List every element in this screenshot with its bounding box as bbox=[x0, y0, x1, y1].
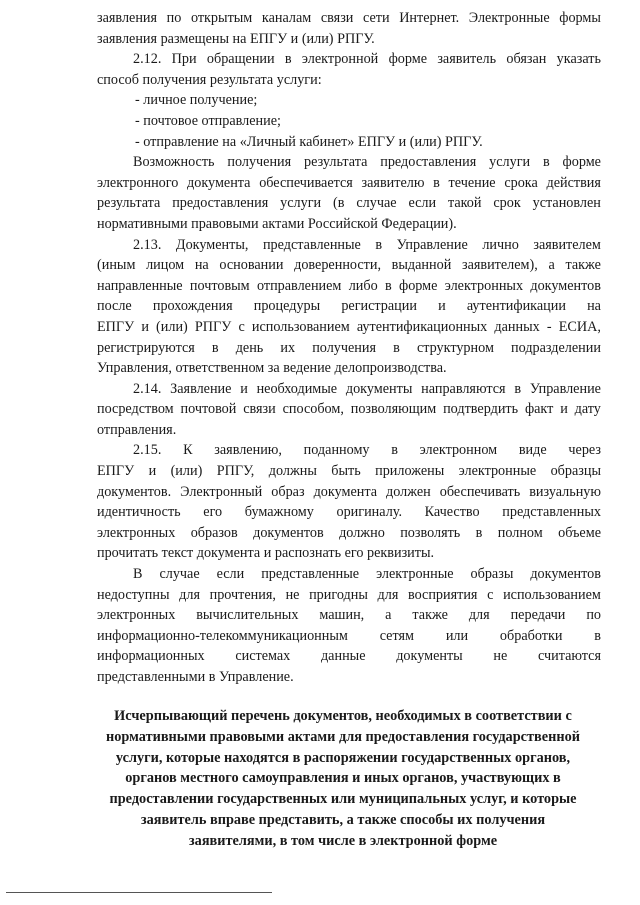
word: для bbox=[179, 586, 200, 603]
word: и bbox=[438, 298, 446, 315]
word: а bbox=[385, 607, 392, 624]
word: почтовым bbox=[189, 277, 250, 294]
word: если bbox=[216, 566, 245, 583]
word: течение bbox=[448, 174, 496, 191]
word: документов. bbox=[97, 483, 172, 500]
list-item: - почтовое отправление; bbox=[135, 112, 281, 129]
word: позволяющим bbox=[350, 401, 437, 418]
text-line bbox=[97, 152, 601, 173]
word: заявителем bbox=[533, 236, 601, 253]
heading-line: нормативными правовыми актами для предоставления государственной bbox=[106, 728, 580, 745]
word: использованием bbox=[251, 318, 350, 335]
word: представленных bbox=[502, 504, 601, 521]
word: предоставления bbox=[172, 195, 269, 212]
word: результата bbox=[97, 195, 161, 212]
word: предоставления bbox=[380, 154, 477, 171]
heading-line: Исчерпывающий перечень документов, необходимых в соответствии с bbox=[114, 708, 572, 724]
word: заявления bbox=[97, 10, 158, 26]
heading-line: заявитель вправе представить, а также способы их получения bbox=[140, 811, 546, 828]
word: такой bbox=[447, 195, 482, 212]
list-item: - отправление на «Личный кабинет» ЕПГУ и (или) РПГУ. bbox=[135, 133, 483, 150]
word: получения bbox=[312, 339, 377, 356]
word: открытым bbox=[190, 10, 253, 26]
word: считаются bbox=[537, 648, 601, 665]
word: почтовой bbox=[180, 401, 237, 418]
word: визуальную bbox=[529, 483, 601, 500]
word: на bbox=[587, 298, 601, 315]
word: ЕПГУ bbox=[97, 463, 135, 480]
word: Возможность bbox=[133, 154, 215, 171]
word: электронных bbox=[97, 607, 176, 624]
word: в bbox=[211, 339, 219, 356]
heading-line: предоставлении государственных или муниципальных услуг, и которые bbox=[109, 791, 577, 808]
word: образ bbox=[271, 483, 305, 500]
word: день bbox=[235, 339, 264, 356]
word: документов bbox=[530, 566, 601, 583]
word: в bbox=[514, 380, 522, 397]
word: действия bbox=[546, 174, 601, 191]
word: (или) bbox=[156, 318, 188, 335]
word: в bbox=[542, 154, 550, 171]
paragraph-case-start bbox=[97, 564, 601, 585]
word: должно bbox=[339, 524, 385, 541]
word: его bbox=[203, 504, 223, 521]
word: случае bbox=[159, 566, 200, 583]
word: электронных bbox=[444, 277, 524, 294]
word: восприятия bbox=[407, 586, 478, 603]
word: Управление bbox=[396, 236, 468, 253]
word: 2.15. bbox=[133, 442, 162, 459]
word: связи bbox=[243, 401, 276, 418]
word: обращении bbox=[206, 51, 275, 68]
word: образцы bbox=[550, 463, 601, 480]
word: документа bbox=[313, 483, 378, 500]
list-item: - личное получение; bbox=[135, 92, 258, 109]
word: посредством bbox=[97, 401, 174, 418]
word: не bbox=[493, 648, 508, 665]
word: также bbox=[565, 257, 601, 274]
word: по bbox=[586, 607, 601, 624]
word: услуги bbox=[489, 154, 531, 171]
word: оригиналу. bbox=[336, 504, 402, 521]
word: В bbox=[133, 566, 143, 583]
word: приложены bbox=[375, 463, 445, 480]
paragraph-2-15-start bbox=[97, 440, 601, 461]
text-line bbox=[97, 296, 601, 317]
word: либо bbox=[348, 277, 378, 294]
word: результата bbox=[304, 154, 368, 171]
word: Документы, bbox=[175, 236, 249, 253]
word: форме bbox=[399, 277, 438, 294]
word: передачи bbox=[510, 607, 566, 624]
word: и bbox=[141, 318, 149, 335]
word: если bbox=[408, 195, 437, 212]
word: и bbox=[560, 401, 568, 418]
word: К bbox=[183, 442, 193, 459]
word: необходимые bbox=[256, 380, 338, 397]
word: заявитель bbox=[437, 51, 497, 68]
word: и bbox=[148, 463, 157, 480]
word: для bbox=[468, 607, 490, 624]
paragraph-2-14-start bbox=[97, 379, 601, 400]
word: данные bbox=[320, 648, 366, 665]
word: сети bbox=[363, 10, 390, 26]
word: Качество bbox=[424, 504, 480, 521]
word: направляются bbox=[421, 380, 506, 397]
word: процедуры bbox=[253, 298, 321, 315]
text-line bbox=[97, 399, 601, 420]
word: дату bbox=[574, 401, 601, 418]
word: представленные bbox=[261, 566, 360, 583]
text-line: отправления. bbox=[97, 421, 177, 438]
word: ЕПГУ bbox=[97, 318, 135, 335]
word: документы bbox=[345, 380, 413, 397]
text-line bbox=[97, 605, 601, 626]
word: в bbox=[391, 442, 398, 459]
text-line: способ получения результата услуги: bbox=[97, 71, 322, 88]
word: Заявление bbox=[170, 380, 232, 397]
text-line bbox=[97, 255, 601, 276]
text-line bbox=[97, 523, 601, 544]
word: в bbox=[284, 51, 292, 68]
word: связи bbox=[320, 10, 354, 26]
word: документов bbox=[530, 277, 601, 294]
word: с bbox=[238, 318, 245, 335]
word: РПГУ bbox=[194, 318, 232, 335]
word: подтвердить bbox=[443, 401, 519, 418]
word: системах bbox=[235, 648, 291, 665]
word: недоступны bbox=[97, 586, 170, 603]
text-line bbox=[97, 482, 601, 503]
word: подразделении bbox=[511, 339, 601, 356]
word: также bbox=[412, 607, 448, 624]
word: документов bbox=[253, 524, 324, 541]
word: информационно-телекоммуникационным bbox=[97, 627, 348, 644]
word: (или) bbox=[170, 463, 203, 480]
word: информационных bbox=[97, 648, 205, 665]
heading-line: услуги, которые находятся в распоряжении государственных органов, bbox=[115, 749, 571, 766]
word: быть bbox=[331, 463, 361, 480]
word: электронных bbox=[97, 524, 176, 541]
word: образов bbox=[190, 524, 238, 541]
word: обработки bbox=[499, 627, 563, 644]
text-line bbox=[97, 646, 601, 667]
word: их bbox=[280, 339, 296, 356]
word: срок bbox=[493, 195, 521, 212]
word: документа bbox=[187, 174, 251, 191]
word: виде bbox=[518, 442, 547, 459]
word: обеспечивать bbox=[439, 483, 521, 500]
word: форме bbox=[562, 154, 601, 171]
word: использованием bbox=[503, 586, 601, 603]
word: сетям bbox=[379, 627, 414, 644]
word: формы bbox=[559, 10, 601, 26]
text-line bbox=[97, 317, 601, 338]
word: пригодны bbox=[309, 586, 368, 603]
word: по bbox=[166, 10, 182, 26]
word: заявителю bbox=[361, 174, 425, 191]
word: электронном bbox=[419, 442, 498, 459]
word: структурном bbox=[416, 339, 494, 356]
word: или bbox=[445, 627, 469, 644]
word: на bbox=[194, 257, 209, 274]
word: вычислительных bbox=[196, 607, 299, 624]
word: с bbox=[487, 586, 494, 603]
word: Электронные bbox=[468, 10, 550, 26]
text-line bbox=[97, 8, 601, 29]
word: а bbox=[548, 257, 555, 274]
word: установлен bbox=[532, 195, 601, 212]
word: направленные bbox=[97, 277, 183, 294]
word: прочтения, bbox=[209, 586, 276, 603]
word: 2.12. bbox=[133, 51, 162, 68]
text-line: прочитать текст документа и распознать его реквизиты. bbox=[97, 545, 435, 562]
word: должны bbox=[268, 463, 317, 480]
heading-line: заявителями, в том числе в электронной форме bbox=[188, 832, 498, 849]
word: регистрации bbox=[341, 298, 417, 315]
paragraph-2-13-start bbox=[97, 235, 601, 256]
word: документы bbox=[396, 648, 463, 665]
word: (иным bbox=[97, 257, 136, 274]
word: способом, bbox=[282, 401, 344, 418]
word: позволять bbox=[400, 524, 461, 541]
word: доверенности, bbox=[294, 257, 381, 274]
text-line bbox=[97, 585, 601, 606]
word: объеме bbox=[558, 524, 601, 541]
word: электронные bbox=[458, 463, 537, 480]
word: основании bbox=[219, 257, 284, 274]
word: 2.14. bbox=[133, 380, 162, 397]
word: Электронный bbox=[180, 483, 263, 500]
word: полном bbox=[497, 524, 543, 541]
word: аутентификационных bbox=[356, 318, 488, 335]
text-line bbox=[97, 193, 601, 214]
word: заявителем), bbox=[461, 257, 538, 274]
section-heading bbox=[86, 706, 600, 852]
word: регистрируются bbox=[97, 339, 195, 356]
word: При bbox=[171, 51, 197, 68]
word: (в bbox=[333, 195, 345, 212]
word: обязан bbox=[506, 51, 547, 68]
word: образы bbox=[470, 566, 514, 583]
heading-line: органов местного самоуправления и иных органов, участвующих в bbox=[125, 770, 561, 787]
word: указать bbox=[556, 51, 601, 68]
body-text bbox=[97, 8, 601, 688]
word: срока bbox=[504, 174, 538, 191]
word: для bbox=[377, 586, 399, 603]
text-line bbox=[97, 461, 601, 482]
word: факт bbox=[524, 401, 554, 418]
word: электронные bbox=[376, 566, 454, 583]
word: в bbox=[393, 339, 400, 356]
word: должен bbox=[386, 483, 431, 500]
text-line: представленными в Управление. bbox=[97, 669, 294, 685]
word: электронного bbox=[97, 174, 179, 191]
paragraph-2-12-start bbox=[97, 49, 601, 70]
word: каналам bbox=[261, 10, 312, 26]
word: в bbox=[385, 277, 392, 294]
word: машин, bbox=[319, 607, 365, 624]
text-line bbox=[97, 338, 601, 359]
word: через bbox=[568, 442, 601, 459]
word: ЕСИА, bbox=[558, 318, 601, 335]
word: Управление bbox=[529, 380, 601, 397]
word: 2.13. bbox=[133, 236, 162, 253]
word: обеспечивается bbox=[259, 174, 353, 191]
word: представленные bbox=[262, 236, 361, 253]
text-line bbox=[97, 502, 601, 523]
word: аутентификации bbox=[466, 298, 566, 315]
word: в bbox=[475, 524, 483, 541]
word: выданной bbox=[391, 257, 452, 274]
word: электронной bbox=[301, 51, 379, 68]
word: отправлением bbox=[256, 277, 342, 294]
word: случае bbox=[356, 195, 397, 212]
text-line bbox=[97, 626, 601, 647]
word: форме bbox=[388, 51, 428, 68]
text-line: Управления, ответственном за ведение делопроизводства. bbox=[97, 360, 447, 377]
word: поданному bbox=[303, 442, 370, 459]
text-line: нормативными правовыми актами Российской Федерации). bbox=[97, 215, 457, 232]
word: в bbox=[594, 627, 601, 644]
text-line: заявления размещены на ЕПГУ и (или) РПГУ. bbox=[97, 30, 375, 47]
word: в bbox=[433, 174, 440, 191]
word: прохождения bbox=[152, 298, 233, 315]
word: заявлению, bbox=[214, 442, 282, 459]
word: идентичность bbox=[97, 504, 181, 521]
word: лицом bbox=[146, 257, 185, 274]
word: в bbox=[375, 236, 383, 253]
word: РПГУ, bbox=[216, 463, 255, 480]
word: и bbox=[240, 380, 248, 397]
word: - bbox=[546, 318, 552, 335]
word: не bbox=[285, 586, 300, 603]
text-line bbox=[97, 276, 601, 297]
word: данных bbox=[494, 318, 540, 335]
footer-divider bbox=[6, 892, 272, 893]
word: Интернет. bbox=[399, 10, 460, 26]
word: услуги bbox=[280, 195, 322, 212]
word: получения bbox=[227, 154, 292, 171]
word: после bbox=[97, 298, 132, 315]
word: бумажному bbox=[244, 504, 314, 521]
text-line bbox=[97, 173, 601, 194]
word: лично bbox=[482, 236, 519, 253]
